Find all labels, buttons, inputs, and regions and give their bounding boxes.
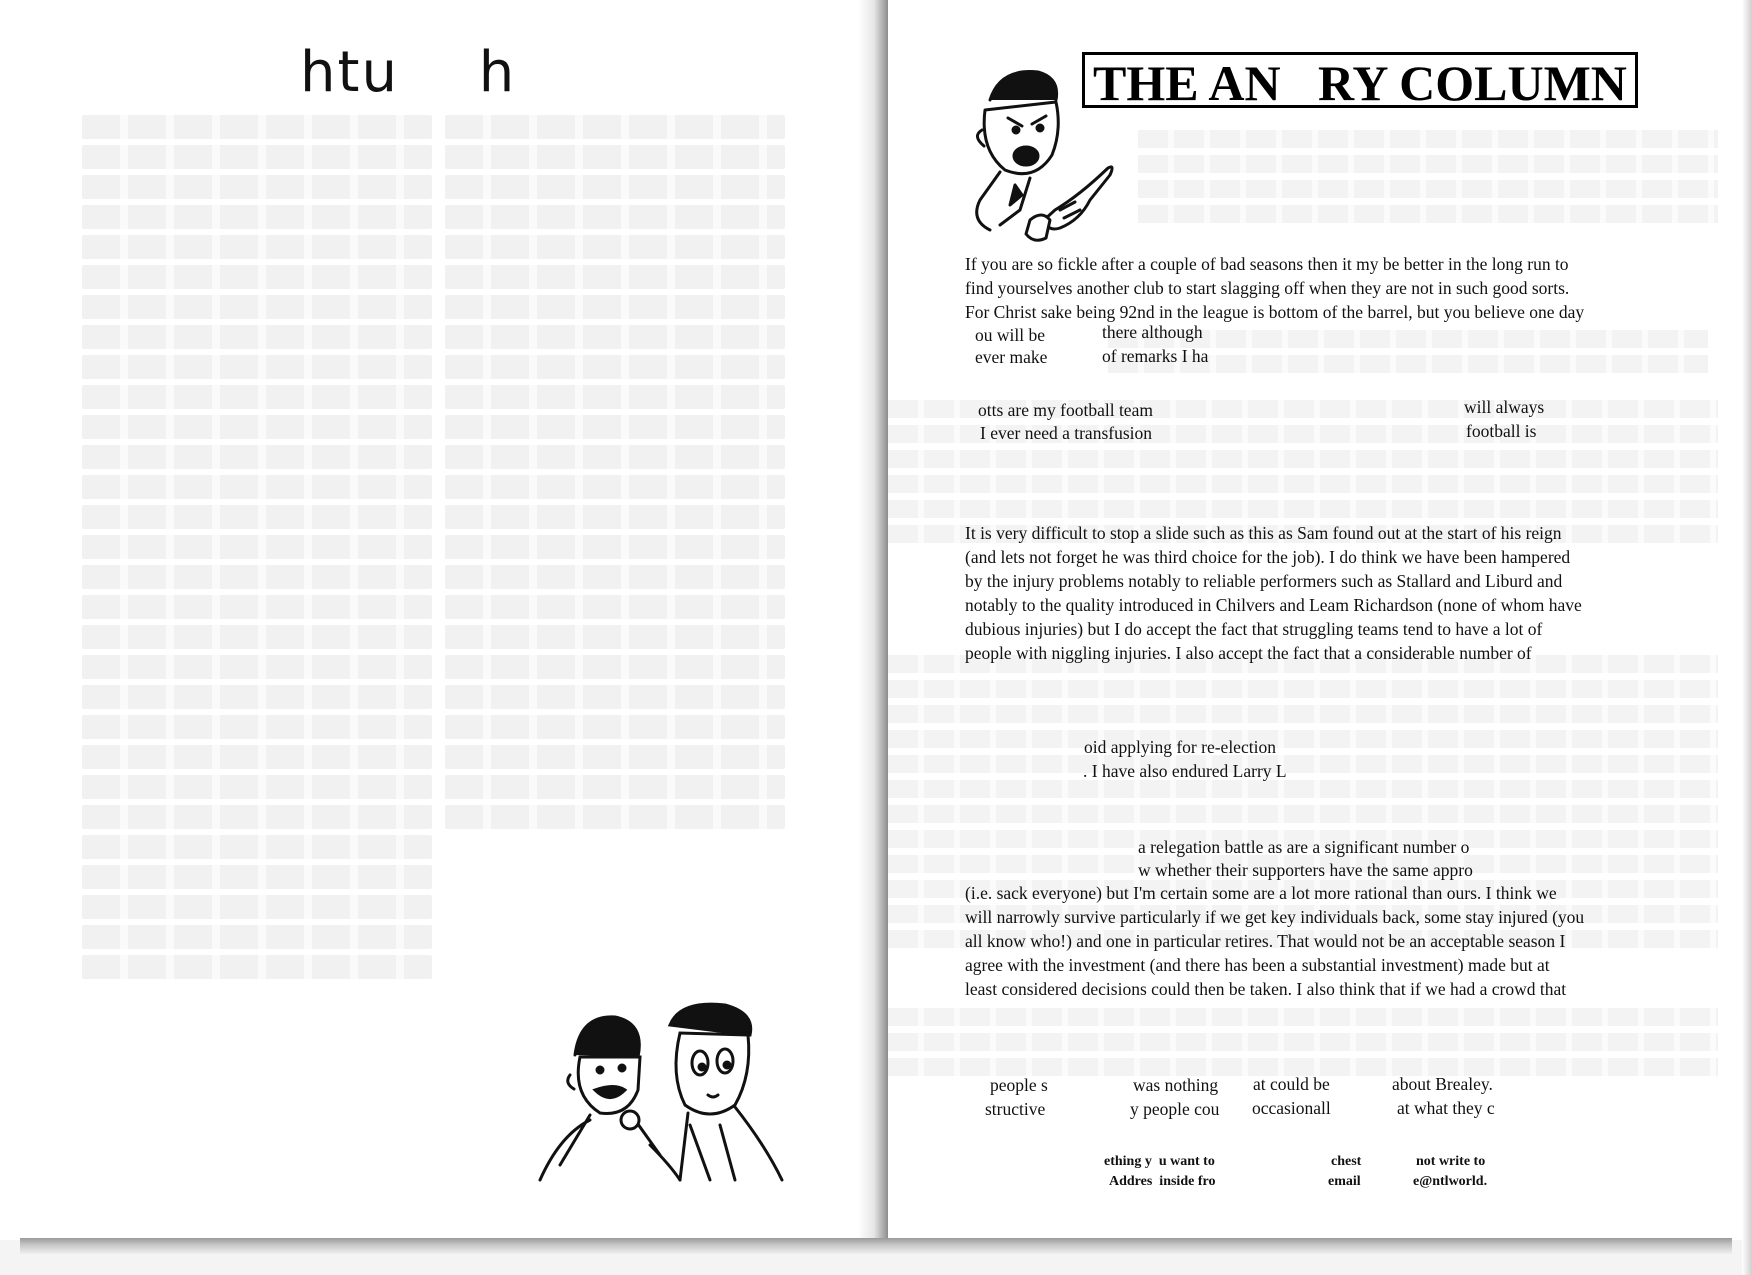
bottom-page-shadow bbox=[20, 1238, 1732, 1254]
paragraph-line: notably to the quality introduced in Chilvers and Leam Richardson (none of whom have bbox=[965, 595, 1582, 615]
fragment-text: of remarks I ha bbox=[1102, 346, 1209, 366]
paragraph-line: find yourselves another club to start slagging off when they are not in such good sorts. bbox=[965, 278, 1570, 298]
paragraph-line: dubious injuries) but I do accept the fact that struggling teams tend to have a lot of bbox=[965, 619, 1543, 639]
left-page-title bbox=[300, 40, 516, 105]
fragment-text: chest bbox=[1331, 1154, 1362, 1169]
fragment-text: at could be bbox=[1253, 1074, 1330, 1094]
paragraph-line: least considered decisions could then be taken. I also think that if we had a crowd that bbox=[965, 979, 1567, 999]
fragment-text: email bbox=[1328, 1174, 1361, 1189]
fragment-text: Addres inside fro bbox=[1109, 1174, 1216, 1189]
right-page-edge bbox=[1742, 0, 1752, 1275]
paragraph-line: If you are so fickle after a couple of bad seasons then it my be better in the long run to bbox=[965, 254, 1569, 274]
fragment-text: I ever need a transfusion bbox=[980, 423, 1153, 443]
fragment-text: there although bbox=[1102, 322, 1203, 342]
paragraph-line: For Christ sake being 92nd in the league is bottom of the barrel, but you believe one day bbox=[965, 302, 1585, 322]
fragment-text: people s bbox=[990, 1075, 1048, 1095]
left-title-word-2: t bbox=[337, 40, 362, 105]
fragment-text: not write to bbox=[1416, 1154, 1486, 1169]
paragraph-line: by the injury problems notably to reliable performers such as Stallard and Liburd and bbox=[965, 571, 1563, 591]
paragraph-line: (and lets not forget he was third choice for the job). I do think we have been hampered bbox=[965, 547, 1571, 567]
column-title: THE AN RY COLUMN bbox=[1093, 55, 1627, 111]
left-title-word-3: u h bbox=[361, 40, 517, 105]
left-page bbox=[0, 0, 880, 1240]
paragraph-line: agree with the investment (and there has been a substantial investment) made but at bbox=[965, 955, 1550, 975]
fragment-text: about Brealey. bbox=[1392, 1074, 1493, 1094]
fragment-text: was nothing bbox=[1133, 1075, 1219, 1095]
paragraph-line: all know who!) and one in particular retires. That would not be an acceptable season I bbox=[965, 931, 1566, 951]
fragment-text: y people cou bbox=[1130, 1099, 1220, 1119]
fragment-text: otts are my football team bbox=[978, 400, 1153, 420]
fragment-text: oid applying for re-election bbox=[1084, 737, 1276, 757]
paragraph-fickle bbox=[965, 252, 1645, 324]
fragment-text: at what they c bbox=[1397, 1098, 1495, 1118]
paragraph-line: people with niggling injuries. I also accept the fact that a considerable number of bbox=[965, 643, 1532, 663]
fragment-text: occasionall bbox=[1252, 1098, 1331, 1118]
paragraph-slide bbox=[965, 521, 1645, 665]
fragment-text: will always bbox=[1464, 397, 1545, 417]
fragment-text: a relegation battle as are a significant number o bbox=[1138, 837, 1470, 857]
fragment-text: football is bbox=[1466, 421, 1537, 441]
fragment-text: ou will be bbox=[975, 325, 1045, 345]
paragraph-line: It is very difficult to stop a slide such as this as Sam found out at the start of his reign bbox=[965, 523, 1562, 543]
faded-text-column-left bbox=[82, 115, 432, 985]
paragraph-line: (i.e. sack everyone) but I'm certain some are a lot more rational than ours. I think we bbox=[965, 883, 1557, 903]
fragment-text: . I have also endured Larry L bbox=[1083, 761, 1287, 781]
left-title-word-1: h bbox=[300, 40, 338, 105]
fragment-text: ething y u want to bbox=[1104, 1154, 1215, 1169]
fragment-text: ever make bbox=[975, 347, 1048, 367]
paragraph-line: will narrowly survive particularly if we get key individuals back, some stay injured (you bbox=[965, 907, 1585, 927]
faded-text-top bbox=[1138, 130, 1718, 230]
fragment-text: structive bbox=[985, 1099, 1046, 1119]
faded-text-column-right bbox=[445, 115, 785, 835]
column-title-box bbox=[1082, 52, 1638, 111]
cartoon-two-fans-illustration bbox=[520, 995, 790, 1185]
fragment-text: e@ntlworld. bbox=[1413, 1174, 1488, 1189]
fragment-text: w whether their supporters have the same appro bbox=[1138, 860, 1473, 880]
paragraph-rational bbox=[965, 881, 1645, 1001]
